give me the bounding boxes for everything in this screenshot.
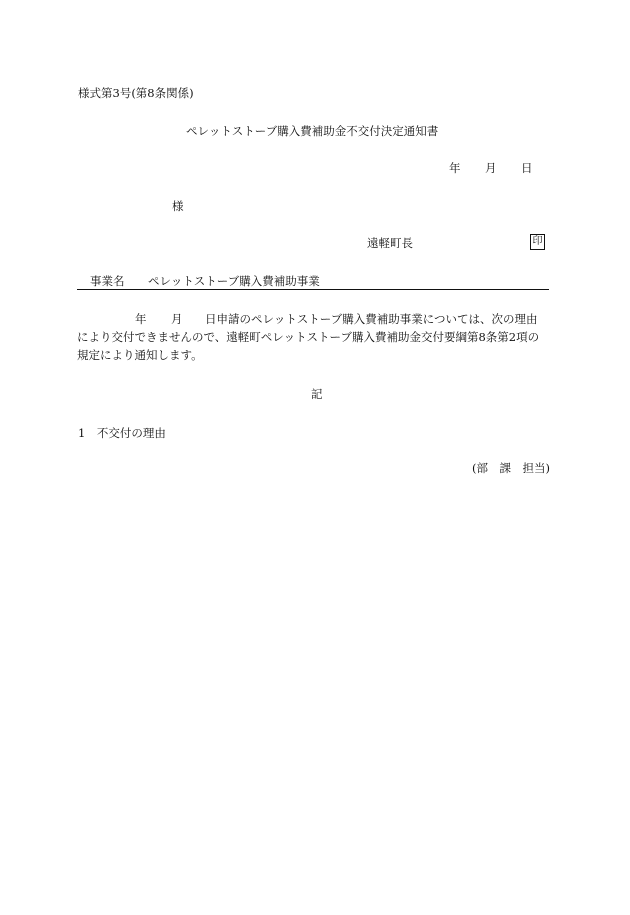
- body-year-label: 年: [135, 312, 147, 326]
- project-name-row: [77, 274, 549, 290]
- date-month-label: 月: [485, 161, 497, 175]
- ki-heading: 記: [311, 387, 323, 401]
- date-line: [449, 161, 533, 175]
- section-1-heading: 1 不交付の理由: [78, 426, 166, 440]
- body-line-1-text: 日申請のペレットストーブ購入費補助事業については、次の理由: [205, 312, 538, 326]
- form-number: 様式第3号(第8条関係): [78, 86, 194, 100]
- project-label: 事業名: [90, 274, 125, 288]
- date-year-label: 年: [449, 161, 461, 175]
- date-day-label: 日: [521, 161, 533, 175]
- document-title: ペレットストーブ購入費補助金不交付決定通知書: [186, 124, 439, 138]
- recipient-salutation: 様: [172, 199, 184, 213]
- notice-body: [77, 310, 557, 364]
- body-line-2: により交付できませんので、遠軽町ペレットストーブ購入費補助金交付要綱第8条第2項の: [77, 330, 540, 344]
- body-line-3: 規定により通知します。: [77, 348, 203, 362]
- body-month-label: 月: [171, 312, 183, 326]
- project-value: ペレットストーブ購入費補助事業: [148, 274, 320, 288]
- body-line-1: [77, 310, 557, 328]
- seal-mark: 印: [530, 234, 545, 250]
- department-note: (部 課 担当): [472, 461, 550, 475]
- issuer-name: 遠軽町長: [367, 236, 413, 250]
